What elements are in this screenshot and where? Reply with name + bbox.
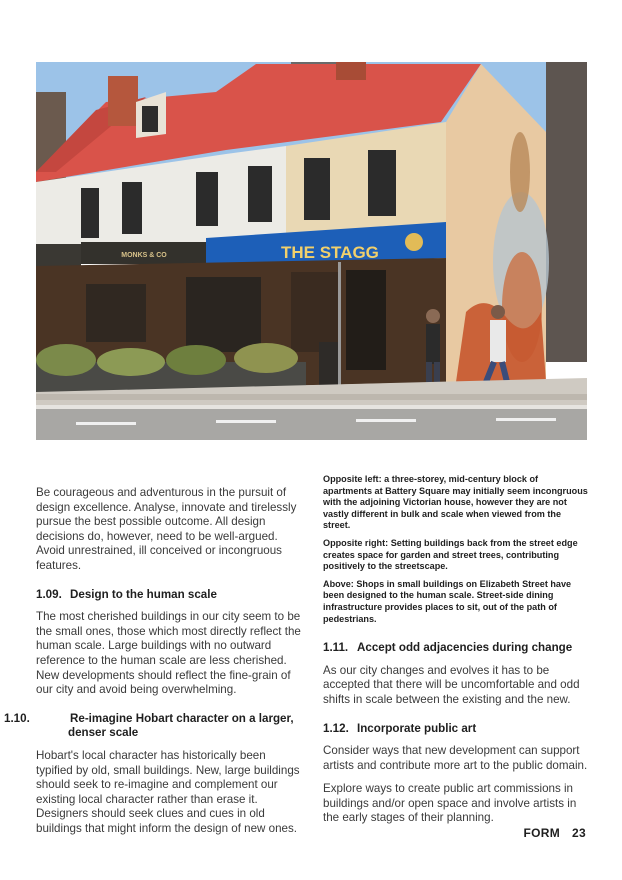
heading-number: 1.11.: [323, 641, 349, 655]
paragraph-1-12a: Consider ways that new development can support artists and contribute more art to the public domain.: [323, 744, 588, 772]
sign-stagg: THE STAGG: [281, 243, 379, 262]
heading-1-11: [323, 641, 589, 656]
heading-number: 1.12.: [323, 721, 349, 735]
left-column: [4, 486, 304, 845]
paragraph-1-09: The most cherished buildings in our city seem to be the small ones, those which most directly reflect the human scale. Large buildings with no outward reference to the human scale are less cherished. New developments should reflect the fine-grain of our city and avoid being overwhelming.: [36, 610, 301, 697]
heading-title: Incorporate public art: [357, 721, 477, 735]
heading-title: Design to the human scale: [70, 587, 217, 601]
page-footer: [524, 826, 586, 840]
page-number: 23: [572, 826, 586, 840]
intro-paragraph: Be courageous and adventurous in the pursuit of design excellence. Analyse, innovate and tirelessly pursue the best possible outcome. All design decisions do, however, need to be well-argued. Avoid unrestrained, ill conceived or incongruous features.: [36, 486, 297, 572]
paragraph-1-12b: Explore ways to create public art commissions in buildings and/or open space and involve artists in the early stages of their planning.: [323, 782, 577, 825]
footer-section: FORM: [523, 826, 561, 840]
heading-number: 1.09.: [36, 587, 62, 601]
right-column: [323, 474, 589, 835]
heading-number: 1.10.: [4, 711, 30, 725]
heading-1-12: [323, 722, 589, 737]
heading-1-10: [4, 711, 304, 741]
street-photo: [36, 62, 587, 440]
sign-monks: MONKS & CO: [121, 252, 167, 259]
caption-opposite-right: Opposite right: Setting buildings back from the street edge creates space for garden and street trees, contributing positively to the streetscape.: [323, 537, 578, 572]
heading-title: Re-imagine Hobart character on a larger, denser scale: [68, 711, 294, 740]
heading-1-09: [36, 588, 304, 603]
caption-above: Above: Shops in small buildings on Elizabeth Street have been designed to the human scale. Street-side dining infrastructure provides places to sit, out of the path of pedestrians.: [323, 578, 572, 624]
paragraph-1-10: Hobart's local character has historically been typified by old, small buildings. New, large buildings should seek to re-imagine and complement our existing local character rather than erase it. Designers should seek clues and cues in old buildings that might inform the design of new ones.: [36, 748, 300, 835]
heading-title: Accept odd adjacencies during change: [357, 641, 573, 655]
paragraph-1-11: As our city changes and evolves it has to be accepted that there will be uncomfortable and odd shifts in scale between the existing and the new.: [323, 663, 580, 706]
caption-opposite-left: Opposite left: a three-storey, mid-century block of apartments at Battery Square may initially seem incongruous with the adjoining Victorian house, however they are not vastly different in bulk and scale when viewed from the street.: [323, 474, 588, 531]
